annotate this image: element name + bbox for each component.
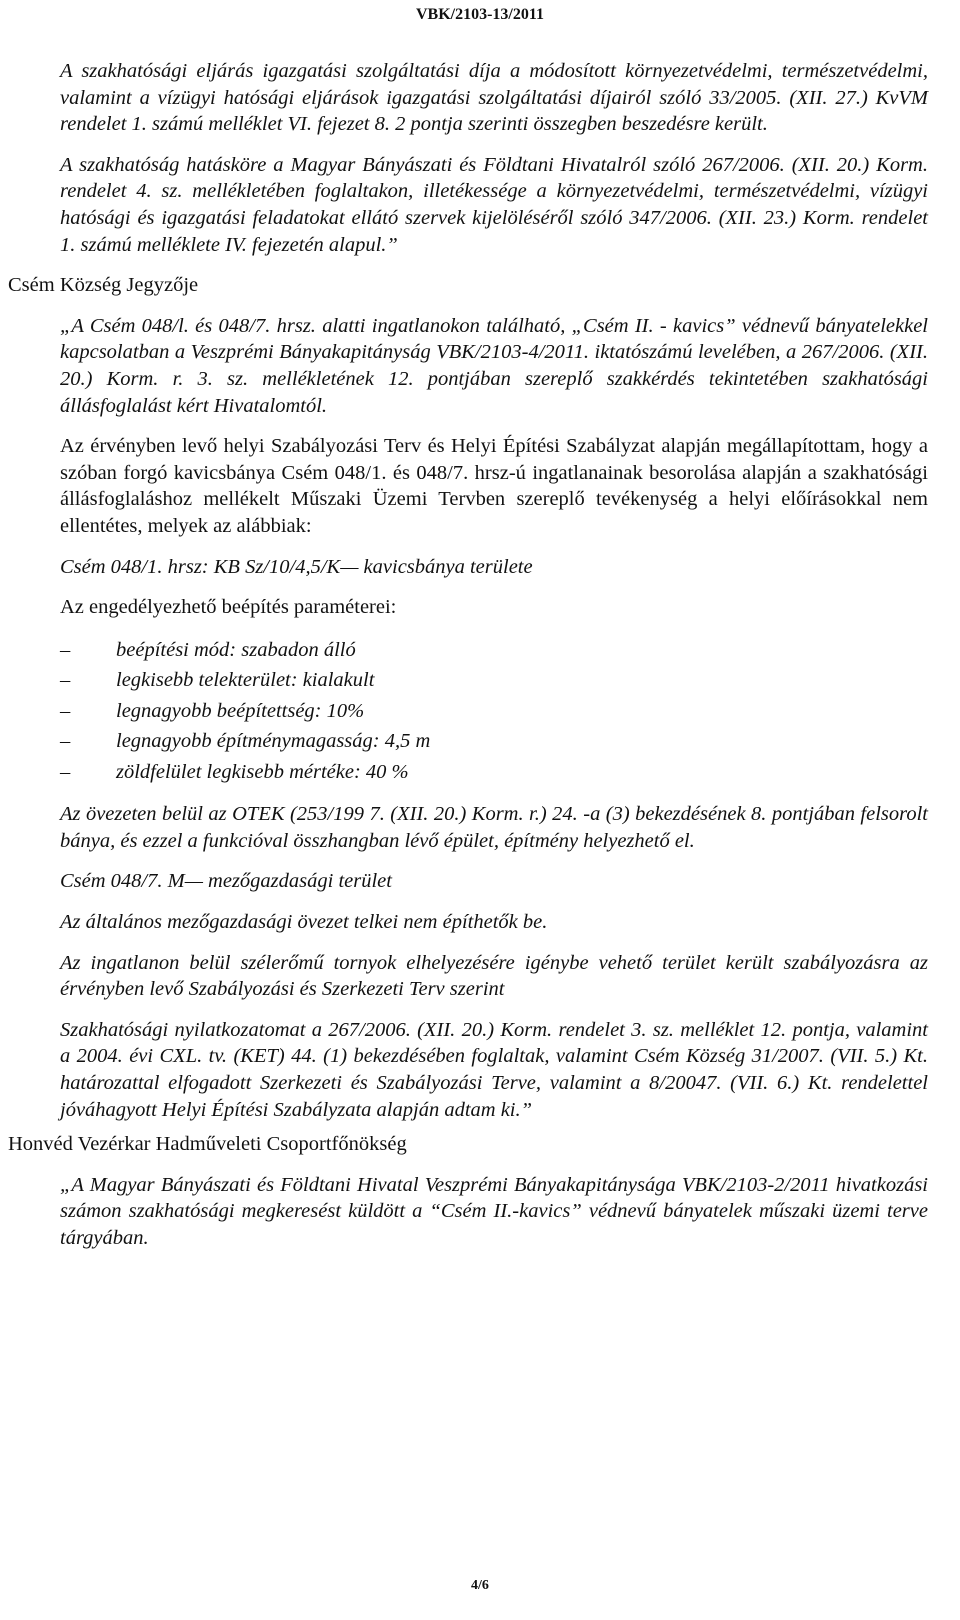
paragraph-parcel-7: Csém 048/7. M— mezőgazdasági terület	[60, 870, 392, 893]
paragraph-parameters-title: Az engedélyezhető beépítés paraméterei:	[60, 596, 397, 619]
list-item	[60, 665, 928, 696]
paragraph-parcel-1: Csém 048/1. hrsz: KB Sz/10/4,5/K— kavicsbánya területe	[60, 555, 533, 578]
document-body	[8, 58, 928, 1252]
list-item	[60, 635, 928, 666]
list-item-text: zöldfelület legkisebb mértéke: 40 %	[116, 760, 409, 783]
section-heading-csem: Csém Község Jegyzője	[8, 274, 199, 297]
paragraph-competence: A szakhatóság hatásköre a Magyar Bányászati és Földtani Hivatalról szóló 267/2006. (XII. 20.) Korm. rendelet 4. sz. mellékletében foglaltakon, illetékessége a környezetvédelmi, természetvédelmi, vízügyi hatósági és igazgatási feladatokat ellátó szervek kijelöléséről szóló 347/2006. (XII. 23.) Korm. rendelet 1. számú melléklete IV. fejezetén alapul.”	[60, 153, 928, 256]
list-item-text: beépítési mód: szabadon álló	[116, 638, 356, 661]
dash-marker: –	[60, 760, 71, 783]
dash-marker: –	[60, 699, 71, 722]
paragraph-request: „A Csém 048/l. és 048/7. hrsz. alatti ingatlanokon található, „Csém II. - kavics” védnevű bányatelekkel kapcsolatban a Veszprémi Bányakapitányság VBK/2103-4/2011. iktatószámú levelében, a 267/2006. (XII. 20.) Korm. r. 3. sz. mellékletének 12. pontjában szereplő szakkérdés tekintetében szakhatósági állásfoglalást kért Hivatalomtól.	[60, 314, 928, 417]
paragraph-statement: Szakhatósági nyilatkozatomat a 267/2006. (XII. 20.) Korm. rendelet 3. sz. melléklet 12. pontja, valamint a 2004. évi CXL. tv. (KET) 44. (1) bekezdésében foglaltak, valamint Csém Község 31/2007. (VII. 5.) Kt. határozattal elfogadott Szerkezeti és Szabályozási Terve, valamint a 8/20047. (VII. 6.) Kt. rendelettel jóváhagyott Helyi Építési Szabályzata alapján adtam ki.”	[60, 1018, 928, 1121]
paragraph-finding: Az érvényben levő helyi Szabályozási Terv és Helyi Építési Szabályzat alapján megállapítottam, hogy a szóban forgó kavicsbánya Csém 048/1. és 048/7. hrsz-ú ingatlanainak besorolása alapján a szakhatósági állásfoglaláshoz mellékelt Műszaki Üzemi Tervben szereplő tevékenység a helyi előírásokkal nem ellentétes, melyek az alábbiak:	[60, 435, 928, 537]
paragraph-honved: „A Magyar Bányászati és Földtani Hivatal Veszprémi Bányakapitánysága VBK/2103-2/2011 hivatkozási számon szakhatósági megkeresést küldött a “Csém II.-kavics” védnevű bányatelek műszaki üzemi terve tárgyában.	[60, 1173, 928, 1249]
list-item-text: legnagyobb beépítettség: 10%	[116, 699, 365, 722]
dash-marker: –	[60, 730, 71, 753]
page-number: 4/6	[471, 1578, 489, 1593]
list-item	[60, 696, 928, 727]
paragraph-agricultural: Az általános mezőgazdasági övezet telkei nem építhetők be.	[60, 910, 548, 933]
parameter-list	[60, 635, 928, 788]
paragraph-otek: Az övezeten belül az OTEK (253/199 7. (XII. 20.) Korm. r.) 24. -a (3) bekezdésének 8. pontjában felsorolt bánya, és ezzel a funkcióval összhangban lévő épület, építmény helyezhető el.	[60, 803, 928, 852]
dash-marker: –	[60, 638, 71, 661]
list-item-text: legkisebb telekterület: kialakult	[116, 669, 375, 692]
document-id-header: VBK/2103-13/2011	[415, 6, 544, 23]
list-item	[60, 757, 928, 788]
list-item-text: legnagyobb építménymagasság: 4,5 m	[116, 730, 431, 753]
section-heading-honved: Honvéd Vezérkar Hadműveleti Csoportfőnökség	[8, 1133, 407, 1156]
list-item	[60, 726, 928, 757]
paragraph-fee: A szakhatósági eljárás igazgatási szolgáltatási díja a módosított környezetvédelmi, természetvédelmi, valamint a vízügyi hatósági eljárások igazgatási szolgáltatási díjairól szóló 33/2005. (XII. 27.) KvVM rendelet 1. számú melléklet VI. fejezet 8. 2 pontja szerinti összegben beszedésre került.	[60, 60, 928, 136]
paragraph-wind: Az ingatlanon belül szélerőmű tornyok elhelyezésére igénybe vehető terület került szabályozásra az érvényben levő Szabályozási és Szerkezeti Terv szerint	[60, 951, 928, 1001]
dash-marker: –	[60, 669, 71, 692]
